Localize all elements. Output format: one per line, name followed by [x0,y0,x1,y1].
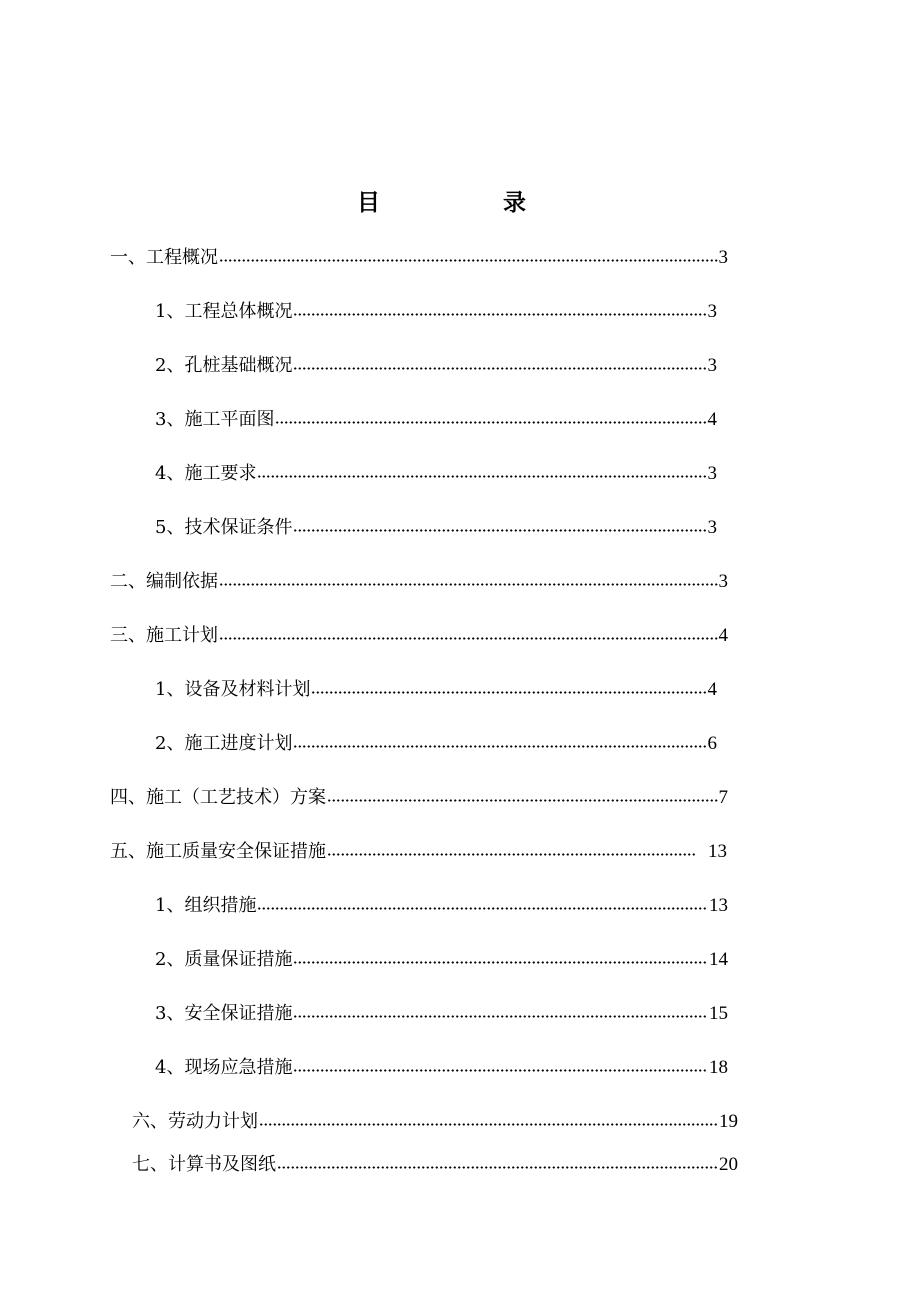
toc-entry-page-number: 14 [709,949,728,970]
toc-entry-page-number: 15 [709,1003,728,1024]
toc-entry-5-4[interactable] [155,1055,728,1081]
toc-entry-section-4[interactable] [110,785,728,811]
toc-entry-page-number: 6 [707,733,717,754]
toc-entry-label: 2、质量保证措施 [155,949,293,970]
toc-entry-page-number: 3 [707,355,717,376]
toc-entry-label: 1、组织措施 [155,895,257,916]
toc-entry-section-5[interactable] [110,839,727,865]
toc-entry-page-number: 3 [707,463,717,484]
toc-entry-1-1[interactable] [155,299,717,325]
dot-leader [292,353,707,379]
toc-title-char-2: 录 [503,190,526,216]
toc-entry-1-2[interactable] [155,353,717,379]
toc-entry-label: 一、工程概况 [110,247,218,268]
toc-title [0,184,920,218]
dot-leader [292,947,709,973]
dot-leader [292,731,707,757]
toc-entry-label: 4、现场应急措施 [155,1057,293,1078]
toc-entry-page-number: 4 [707,679,717,700]
toc-entry-section-7[interactable] [132,1152,738,1178]
toc-entry-page-number: 3 [718,571,728,592]
toc-entry-page-number: 13 [709,895,728,916]
toc-entry-label: 2、施工进度计划 [155,733,293,754]
toc-entry-label: 六、劳动力计划 [132,1111,258,1132]
toc-entry-3-2[interactable] [155,731,717,757]
toc-entry-page-number: 18 [709,1057,728,1078]
toc-entry-label: 二、编制依据 [110,571,218,592]
dot-leader [218,623,719,649]
toc-entry-label: 1、设备及材料计划 [155,679,311,700]
dot-leader [326,839,696,865]
toc-entry-label: 七、计算书及图纸 [132,1154,276,1175]
toc-entry-5-3[interactable] [155,1001,728,1027]
toc-entry-page-number: 13 [708,841,727,862]
dot-leader [218,245,719,271]
toc-entry-label: 三、施工计划 [110,625,218,646]
dot-leader [326,785,719,811]
toc-entry-1-3[interactable] [155,407,717,433]
toc-entry-5-2[interactable] [155,947,728,973]
toc-entry-page-number: 3 [718,247,728,268]
toc-entry-page-number: 19 [719,1111,738,1132]
toc-entry-1-4[interactable] [155,461,717,487]
toc-entry-page-number: 7 [718,787,728,808]
toc-entry-label: 4、施工要求 [155,463,257,484]
toc-entry-page-number: 4 [707,409,717,430]
toc-entry-label: 四、施工（工艺技术）方案 [110,787,326,808]
toc-entry-label: 五、施工质量安全保证措施 [110,841,326,862]
dot-leader [292,515,707,541]
dot-leader [292,299,707,325]
toc-entry-page-number: 4 [718,625,728,646]
toc-entry-section-3[interactable] [110,623,728,649]
toc-entry-page-number: 3 [707,301,717,322]
dot-leader [310,677,707,703]
toc-entry-section-1[interactable] [110,245,728,271]
toc-title-char-1: 目 [357,190,380,216]
toc-entry-page-number: 3 [707,517,717,538]
toc-entry-label: 1、工程总体概况 [155,301,293,322]
toc-entry-1-5[interactable] [155,515,717,541]
toc-entry-label: 5、技术保证条件 [155,517,293,538]
toc-entry-5-1[interactable] [155,893,728,919]
dot-leader [274,407,707,433]
dot-leader [276,1152,719,1178]
dot-leader [258,1109,719,1135]
toc-entry-section-6[interactable] [132,1109,738,1135]
toc-entry-label: 3、安全保证措施 [155,1003,293,1024]
toc-entry-section-2[interactable] [110,569,728,595]
toc-entry-label: 2、孔桩基础概况 [155,355,293,376]
dot-leader [256,893,709,919]
toc-entry-page-number: 20 [719,1154,738,1175]
dot-leader [292,1001,709,1027]
dot-leader [292,1055,709,1081]
toc-entry-label: 3、施工平面图 [155,409,275,430]
dot-leader [218,569,719,595]
toc-entry-3-1[interactable] [155,677,717,703]
dot-leader [256,461,707,487]
